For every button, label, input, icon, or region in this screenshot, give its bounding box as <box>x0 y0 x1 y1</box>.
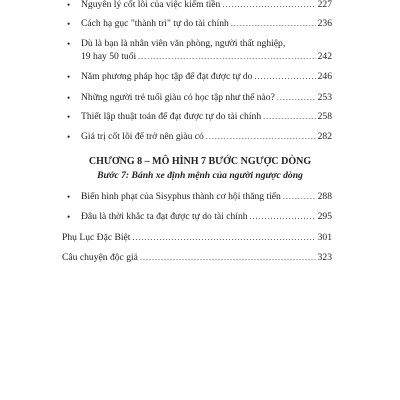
toc-entry <box>67 92 332 104</box>
bullet-icon: • <box>67 132 71 142</box>
toc-entry-title: Năm phương pháp học tập để đạt được tự do <box>81 71 253 82</box>
dot-leader <box>138 51 315 63</box>
dot-leader <box>254 71 315 83</box>
toc-entry <box>67 18 332 30</box>
toc-entry-title-line1: Dù là bạn là nhân viên văn phòng, người thất nghiệp, <box>81 38 286 49</box>
toc-entry-page: 301 <box>317 232 332 243</box>
toc-entry-title: 19 hay 50 tuổi <box>81 51 137 62</box>
toc-entry-page: 227 <box>317 0 332 10</box>
dot-leader <box>283 191 316 203</box>
toc-entry-title: Biến hình phạt của Sisyphus thành cơ hội thăng tiến <box>81 191 281 202</box>
dot-leader <box>206 131 316 143</box>
bullet-icon: • <box>67 72 71 82</box>
bullet-icon: • <box>67 212 71 222</box>
dot-leader <box>140 252 316 264</box>
toc-entry <box>62 232 332 244</box>
dot-leader <box>263 111 315 123</box>
toc-entry-title: Những người trẻ tuổi giàu có học tập như thế nào? <box>81 92 275 103</box>
toc-entry <box>62 252 332 264</box>
toc-entry-title: Câu chuyện độc giả <box>62 252 138 263</box>
bullet-icon: • <box>67 112 71 122</box>
dot-leader <box>132 232 315 244</box>
dot-leader <box>231 18 316 30</box>
toc-entry-title: Thiết lập thuật toán để đạt được tự do tài chính <box>81 111 262 122</box>
chapter-title: CHƯƠNG 8 – MÔ HÌNH 7 BƯỚC NGƯỢC DÒNG <box>88 156 312 167</box>
bullet-icon: • <box>67 192 71 202</box>
dot-leader <box>250 211 316 223</box>
toc-entry-title: Phụ Lục Đặc Biệt <box>62 232 131 243</box>
toc-entry-title: Nguyên lý cốt lõi của việc kiếm tiền <box>81 0 221 10</box>
toc-entry <box>67 111 332 123</box>
bullet-icon: • <box>67 0 71 10</box>
dot-leader <box>277 92 316 104</box>
toc-entry-title: Giá trị cốt lõi để trở nên giàu có <box>81 131 204 142</box>
toc-entry-page: 253 <box>317 92 332 103</box>
toc-entry-title: Đâu là thời khắc ta đạt được tự do tài chính <box>81 211 248 222</box>
toc-entry-page: 236 <box>317 18 332 29</box>
toc-entry <box>67 131 332 143</box>
toc-entry-page: 258 <box>317 111 332 122</box>
toc-entry <box>81 51 332 63</box>
chapter-subtitle: Bước 7: Bánh xe định mệnh của người ngược dòng <box>97 170 303 181</box>
toc-entry-page: 246 <box>317 71 332 82</box>
bullet-icon: • <box>67 93 71 103</box>
toc-entry-page: 282 <box>317 131 332 142</box>
toc-entry-page: 242 <box>317 51 332 62</box>
toc-entry <box>67 191 332 203</box>
dot-leader <box>222 0 315 11</box>
toc-entry <box>67 71 332 83</box>
bullet-icon: • <box>67 39 71 49</box>
bullet-icon: • <box>67 19 71 29</box>
toc-entry-page: 295 <box>317 211 332 222</box>
toc-entry <box>67 0 332 11</box>
toc-entry-page: 288 <box>317 191 332 202</box>
toc-entry <box>67 211 332 223</box>
toc-entry-title: Cách hạ gục "thành trì" tự do tài chính <box>81 18 229 29</box>
toc-entry-page: 323 <box>317 252 332 263</box>
